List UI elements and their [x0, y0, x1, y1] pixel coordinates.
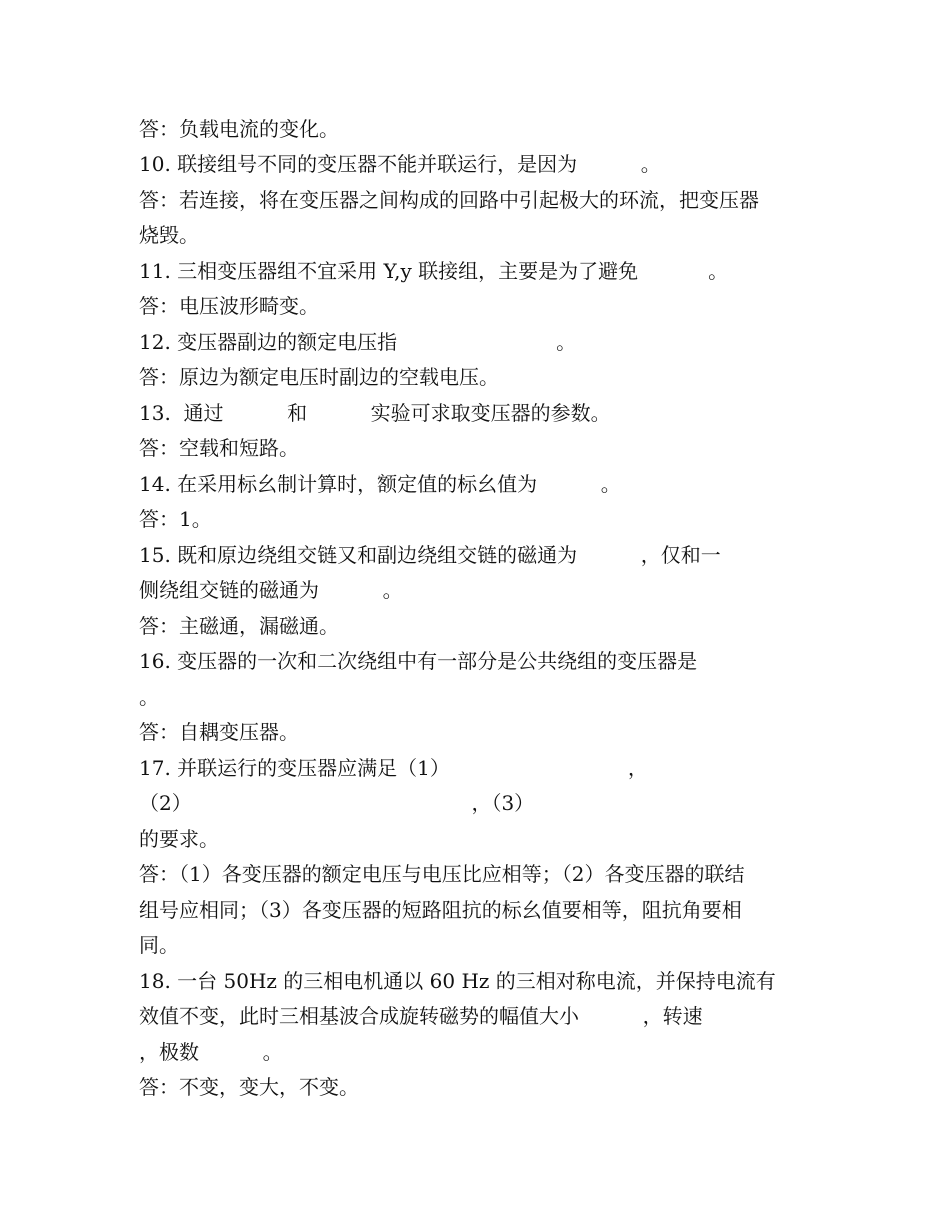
- question-17-cont: （2） ，（3）: [139, 791, 535, 815]
- answer-12: 答：原边为额定电压时副边的空载电压。: [139, 365, 499, 389]
- answer-17: 答：（1）各变压器的额定电压与电压比应相等；（2）各变压器的联结: [139, 862, 745, 886]
- answer-17-end: 同。: [139, 933, 179, 957]
- answer-11: 答：电压波形畸变。: [139, 294, 319, 318]
- question-12: 12. 变压器副边的额定电压指 。: [139, 330, 577, 354]
- answer-14: 答：1。: [139, 507, 212, 531]
- question-13: 13. 通过 和 实验可求取变压器的参数。: [139, 401, 611, 425]
- question-18-cont: 效值不变，此时三相基波合成旋转磁势的幅值大小 ，转速: [139, 1004, 703, 1028]
- answer-13: 答：空载和短路。: [139, 436, 299, 460]
- question-16-cont: 。: [139, 685, 159, 709]
- answer-10-cont: 烧毁。: [139, 223, 199, 247]
- question-11: 11. 三相变压器组不宜采用 Y,y 联接组，主要是为了避免 。: [139, 259, 729, 283]
- answer-16: 答：自耦变压器。: [139, 720, 299, 744]
- question-17-end: 的要求。: [139, 827, 219, 851]
- question-15: 15. 既和原边绕组交链又和副边绕组交链的磁通为 ，仅和一: [139, 543, 721, 567]
- question-18: 18. 一台 50Hz 的三相电机通以 60 Hz 的三相对称电流，并保持电流有: [139, 969, 776, 993]
- answer-line: 答：负载电流的变化。: [139, 117, 339, 141]
- question-16: 16. 变压器的一次和二次绕组中有一部分是公共绕组的变压器是: [139, 649, 698, 673]
- answer-10: 答：若连接，将在变压器之间构成的回路中引起极大的环流，把变压器: [139, 188, 759, 212]
- question-15-cont: 侧绕组交链的磁通为 。: [139, 578, 403, 602]
- answer-15: 答：主磁通，漏磁通。: [139, 614, 339, 638]
- answer-18: 答：不变，变大，不变。: [139, 1075, 359, 1099]
- question-10: 10. 联接组号不同的变压器不能并联运行，是因为 。: [139, 152, 661, 176]
- question-14: 14. 在采用标幺制计算时，额定值的标幺值为 。: [139, 472, 621, 496]
- question-17: 17. 并联运行的变压器应满足（1） ，: [139, 756, 648, 780]
- question-18-end: ，极数 。: [139, 1040, 283, 1064]
- answer-17-cont: 组号应相同；（3）各变压器的短路阻抗的标幺值要相等，阻抗角要相: [139, 898, 742, 922]
